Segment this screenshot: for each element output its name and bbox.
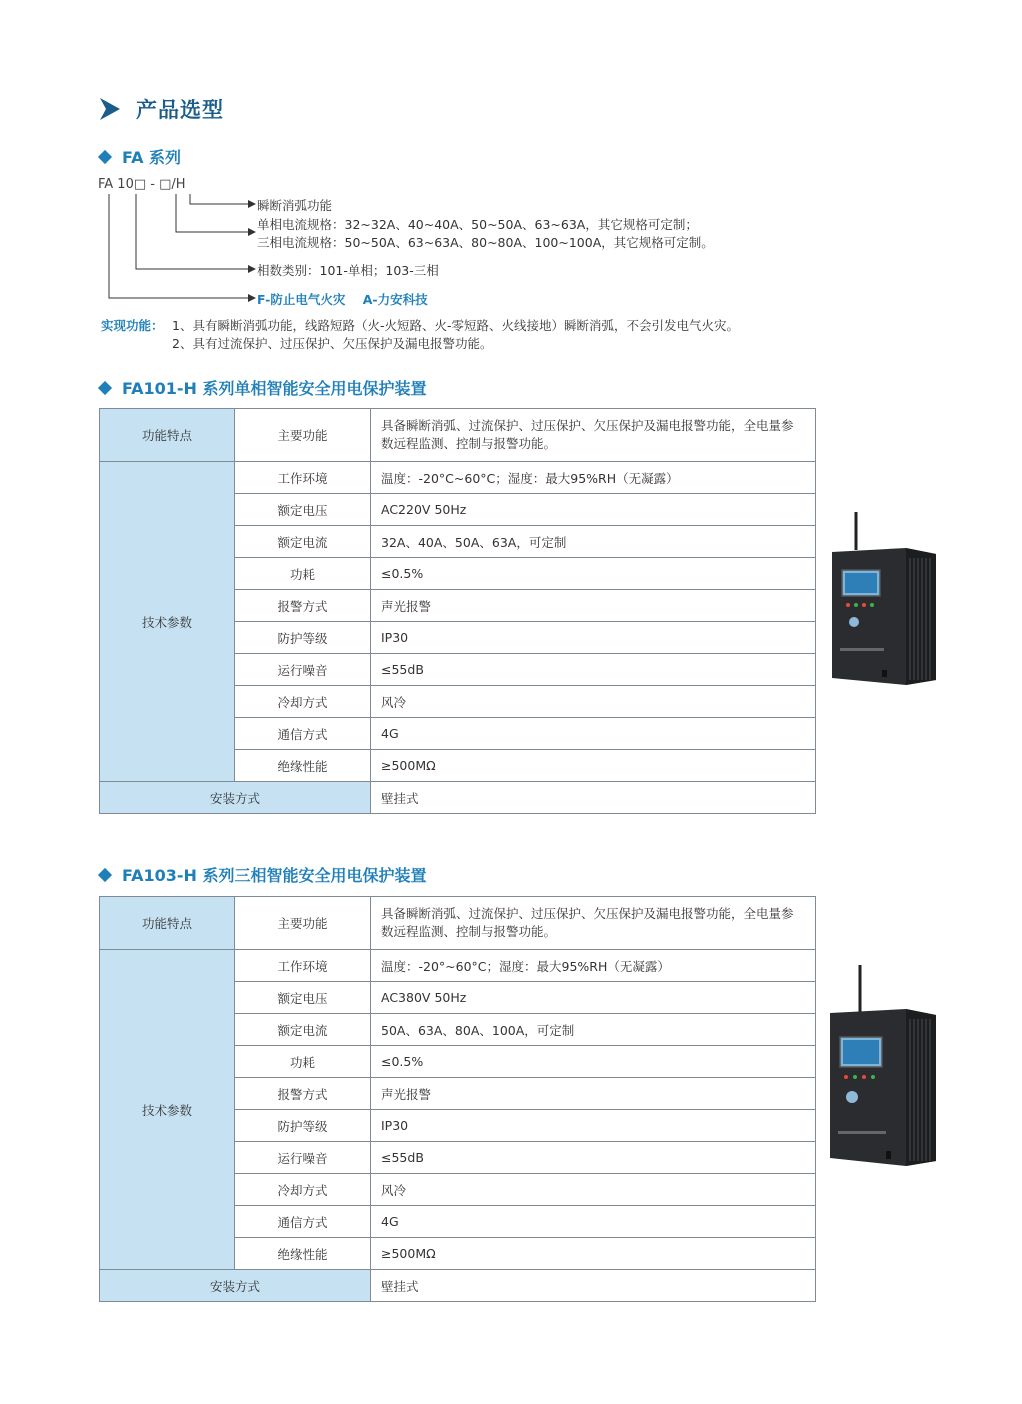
device-product-image: [826, 963, 938, 1168]
row-value: ≤0.5%: [371, 558, 816, 590]
fa-series-title: [100, 145, 181, 168]
desc-three-phase-spec: 三相电流规格：50~50A、63~63A、80~80A、100~100A，其它规格可定制。: [257, 235, 714, 250]
table-row: [100, 782, 816, 814]
row-value: 32A、40A、50A、63A，可定制: [371, 526, 816, 558]
row-value: ≥500MΩ: [371, 1238, 816, 1270]
section-heading: [98, 94, 224, 124]
row-label: 运行噪音: [235, 1142, 371, 1174]
row-value: ≥500MΩ: [371, 750, 816, 782]
diamond-bullet-icon: [98, 380, 112, 394]
row-value: IP30: [371, 1110, 816, 1142]
desc-single-phase-spec: 单相电流规格：32~32A、40~40A、50~50A、63~63A，其它规格可定制；: [257, 217, 698, 232]
desc-arc-function: 瞬断消弧功能: [257, 198, 333, 213]
row-value: 50A、63A、80A、100A，可定制: [371, 1014, 816, 1046]
row-label: 额定电压: [235, 982, 371, 1014]
table-row: [100, 409, 816, 462]
table-row: [100, 1270, 816, 1302]
row-value: AC380V 50Hz: [371, 982, 816, 1014]
model-code: FA 10□ - □/H: [98, 177, 186, 192]
row-label: 报警方式: [235, 590, 371, 622]
row-label: 冷却方式: [235, 686, 371, 718]
row-value: ≤0.5%: [371, 1046, 816, 1078]
row-label: 防护等级: [235, 622, 371, 654]
row-label: 功耗: [235, 1046, 371, 1078]
spec-table-fa103: [99, 896, 816, 1302]
chevron-right-icon: [98, 96, 122, 122]
row-label: 主要功能: [235, 897, 371, 950]
row-value: 声光报警: [371, 1078, 816, 1110]
table2-title: [100, 863, 426, 886]
row-value: 温度：-20°C~60°C；湿度：最大95%RH（无凝露）: [371, 462, 816, 494]
row-value: 具备瞬断消弧、过流保护、过压保护、欠压保护及漏电报警功能，全电量参数远程监测、控制与报警功能。: [371, 897, 816, 950]
row-value: 4G: [371, 718, 816, 750]
fa-series-label: FA 系列: [122, 148, 182, 167]
tech-header: 技术参数: [100, 950, 235, 1270]
page-title: 产品选型: [136, 98, 224, 122]
function-item-2: 2、具有过流保护、过压保护、欠压保护及漏电报警功能。: [172, 336, 493, 351]
row-label: 额定电压: [235, 494, 371, 526]
row-value: ≤55dB: [371, 1142, 816, 1174]
row-label: 额定电流: [235, 526, 371, 558]
row-label: 防护等级: [235, 1110, 371, 1142]
feature-header: 功能特点: [100, 897, 235, 950]
table-row: [100, 950, 816, 982]
tech-header: 技术参数: [100, 462, 235, 782]
row-label: 额定电流: [235, 1014, 371, 1046]
row-label: 冷却方式: [235, 1174, 371, 1206]
function-item-1: 1、具有瞬断消弧功能，线路短路（火-火短路、火-零短路、火线接地）瞬断消弧，不会引发电气火灾。: [172, 318, 739, 333]
row-value: AC220V 50Hz: [371, 494, 816, 526]
row-label: 绝缘性能: [235, 750, 371, 782]
table1-title: [100, 376, 426, 399]
row-value: ≤55dB: [371, 654, 816, 686]
desc-brand: F-防止电气火灾 A-力安科技: [257, 292, 428, 307]
row-label: 通信方式: [235, 1206, 371, 1238]
row-label: 通信方式: [235, 718, 371, 750]
row-label: 绝缘性能: [235, 1238, 371, 1270]
spec-table-fa101: [99, 408, 816, 814]
row-value: IP30: [371, 622, 816, 654]
feature-header: 功能特点: [100, 409, 235, 462]
row-label: 工作环境: [235, 462, 371, 494]
row-label: 运行噪音: [235, 654, 371, 686]
row-value: 风冷: [371, 1174, 816, 1206]
row-value: 具备瞬断消弧、过流保护、过压保护、欠压保护及漏电报警功能，全电量参数远程监测、控制与报警功能。: [371, 409, 816, 462]
row-value: 声光报警: [371, 590, 816, 622]
diamond-bullet-icon: [98, 867, 112, 881]
desc-phase-type: 相数类别：101-单相；103-三相: [257, 263, 439, 278]
row-value: 壁挂式: [371, 1270, 816, 1302]
install-header: 安装方式: [100, 1270, 371, 1302]
table-row: [100, 897, 816, 950]
table1-title-text: FA101-H 系列单相智能安全用电保护装置: [122, 379, 427, 398]
function-label: 实现功能：: [101, 318, 164, 333]
diamond-bullet-icon: [98, 149, 112, 163]
table-row: [100, 462, 816, 494]
row-value: 壁挂式: [371, 782, 816, 814]
row-label: 报警方式: [235, 1078, 371, 1110]
row-label: 功耗: [235, 558, 371, 590]
row-label: 主要功能: [235, 409, 371, 462]
model-code-connector-lines: [98, 190, 268, 305]
row-value: 风冷: [371, 686, 816, 718]
row-value: 4G: [371, 1206, 816, 1238]
row-value: 温度：-20°~60°C；湿度：最大95%RH（无凝露）: [371, 950, 816, 982]
device-product-image: [826, 510, 938, 685]
table2-title-text: FA103-H 系列三相智能安全用电保护装置: [122, 866, 427, 885]
row-label: 工作环境: [235, 950, 371, 982]
install-header: 安装方式: [100, 782, 371, 814]
